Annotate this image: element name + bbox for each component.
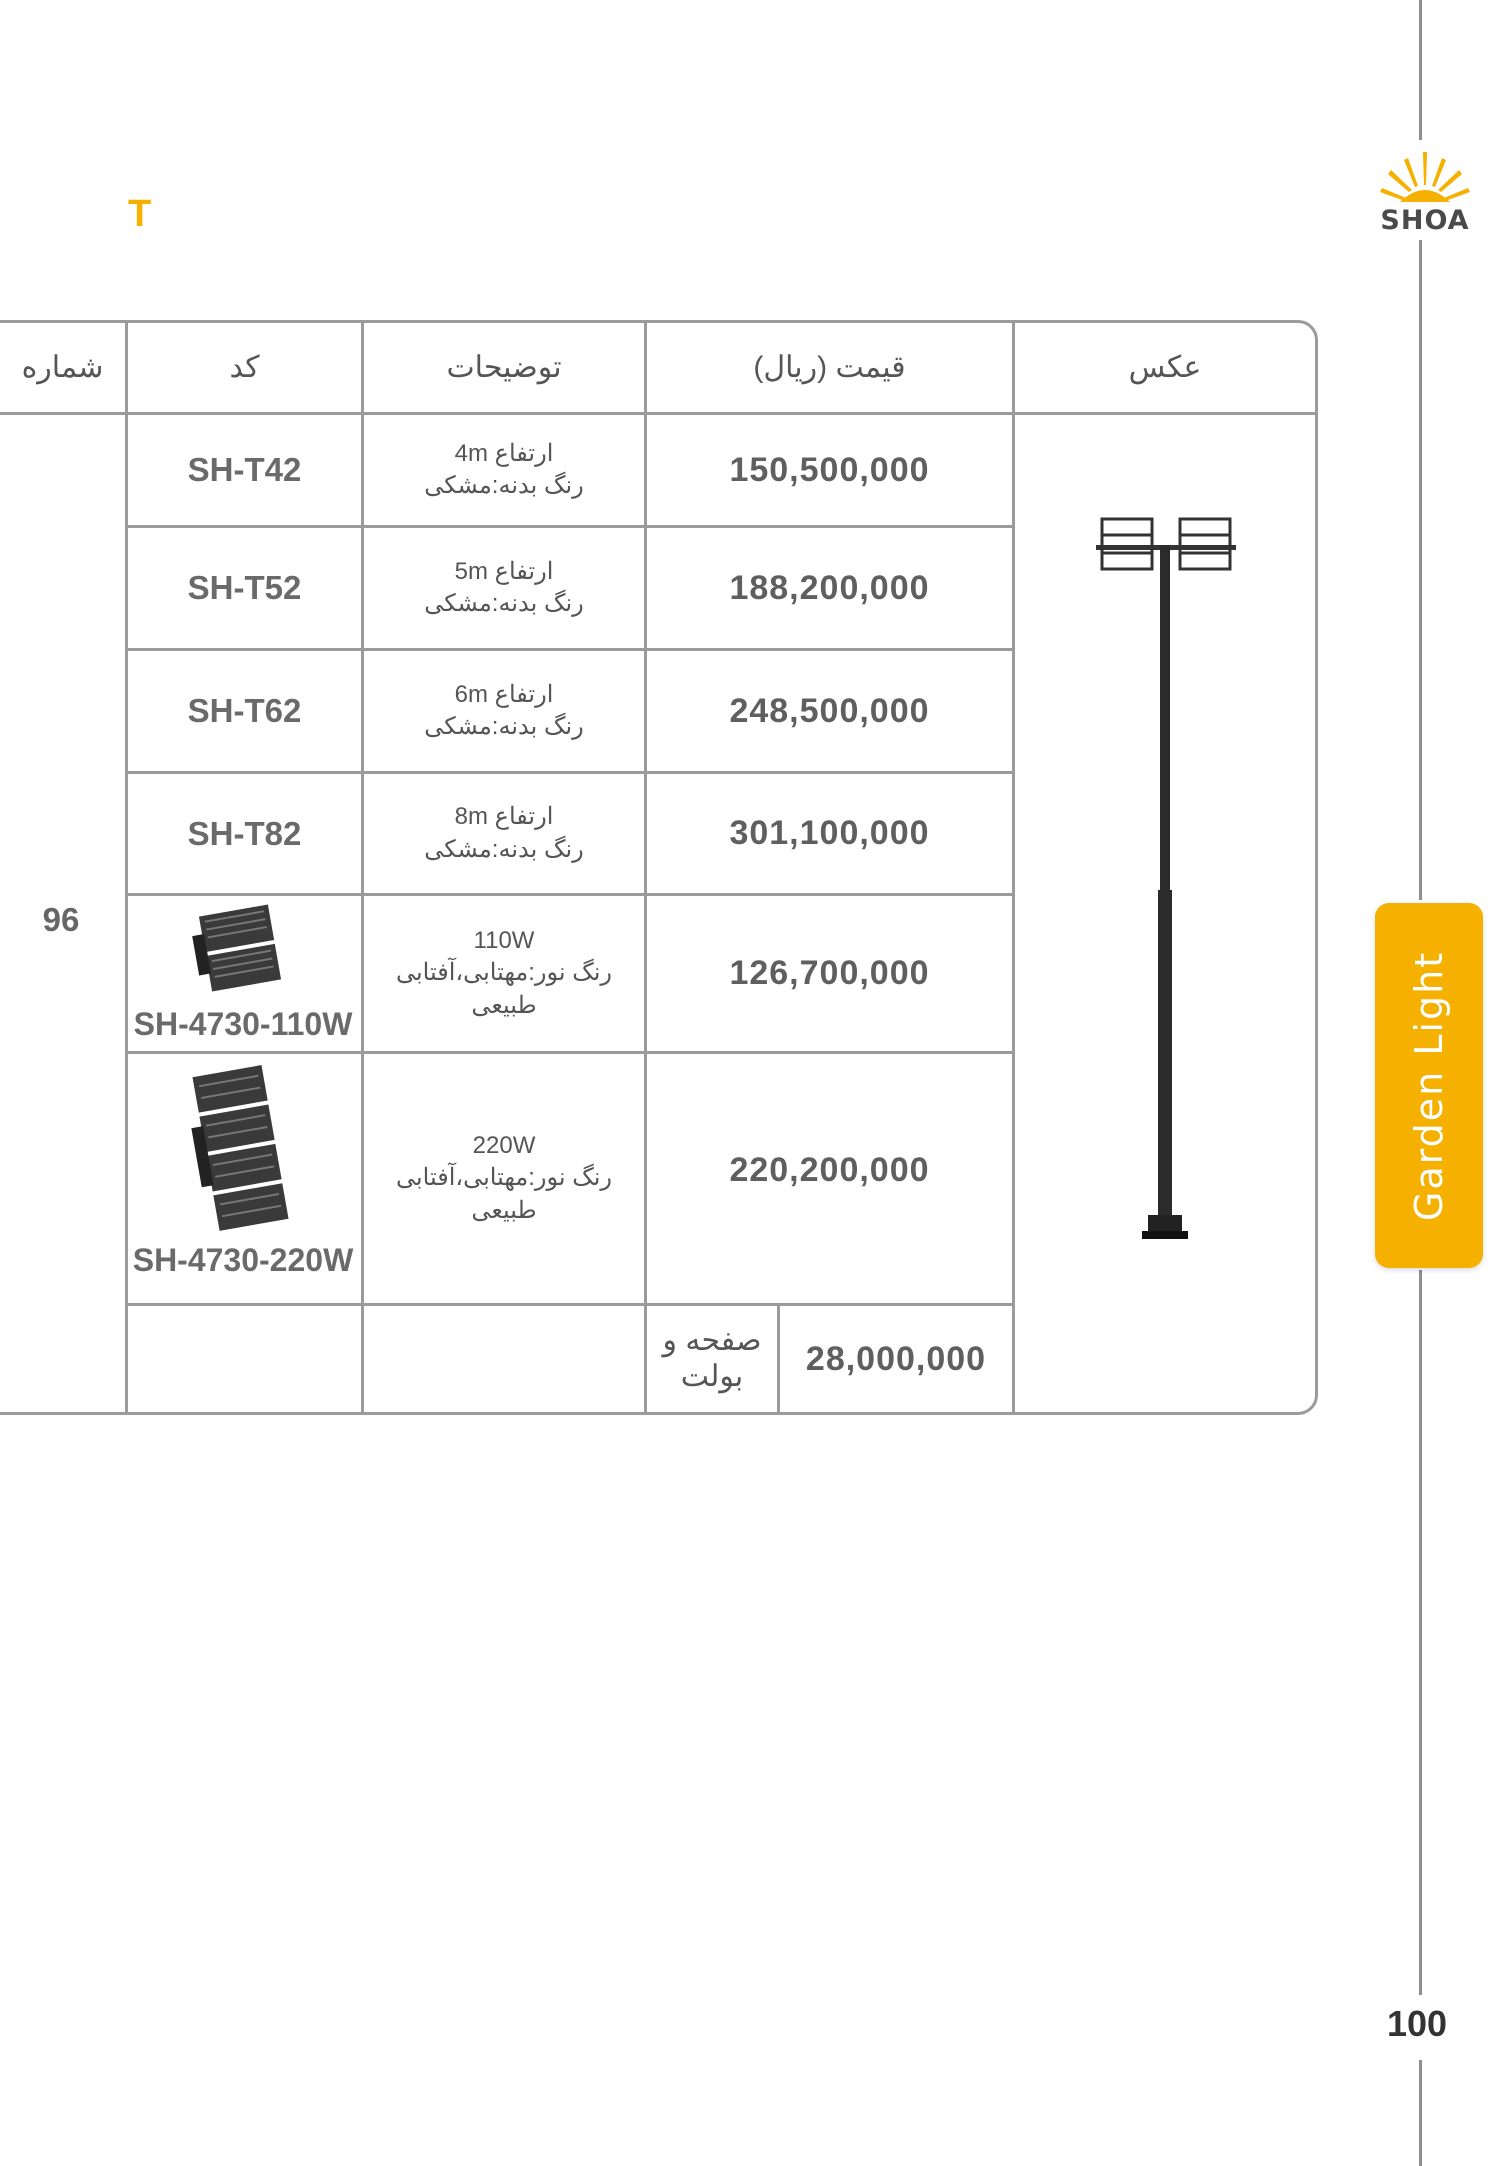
floodlight-110w-image: [180, 898, 300, 998]
product-code: SH-4730-110W: [133, 1005, 353, 1042]
header-description: توضیحات: [446, 351, 562, 384]
street-pole-image: [1080, 505, 1250, 1265]
product-description: [364, 528, 644, 648]
product-price: 220,200,000: [729, 1150, 930, 1189]
product-price: 248,500,000: [729, 691, 930, 730]
desc-line: ارتفاع 4m: [454, 439, 554, 467]
desc-line: ارتفاع 6m: [454, 680, 554, 708]
series-letter: T: [128, 193, 152, 235]
base-plate-label: صفحه و بولت: [662, 1324, 762, 1393]
product-price: 301,100,000: [729, 814, 930, 852]
product-code: SH-4730-220W: [132, 1241, 354, 1278]
header-photo: عکس: [1128, 351, 1202, 384]
header-code: کد: [229, 351, 260, 384]
product-code: SH-T82: [187, 814, 302, 852]
desc-line: طبیعی: [471, 1196, 537, 1224]
product-description: [364, 415, 644, 525]
desc-line: ارتفاع 5m: [454, 557, 554, 585]
product-description: [364, 774, 644, 893]
product-code: SH-T62: [187, 692, 302, 729]
column-divider: [1012, 320, 1015, 1415]
side-rule: [1419, 240, 1422, 900]
desc-line: رنگ بدنه:مشکی: [424, 590, 584, 617]
desc-line: ارتفاع 8m: [454, 803, 554, 831]
product-description: [364, 651, 644, 771]
product-description: [364, 1054, 644, 1303]
product-code: SH-T52: [187, 569, 302, 606]
section-tab-label: Garden Light: [1407, 950, 1451, 1221]
side-rule: [1419, 0, 1422, 140]
desc-line: 110W: [473, 926, 535, 954]
desc-line: رنگ بدنه:مشکی: [424, 472, 584, 499]
product-code: SH-T42: [187, 451, 302, 488]
floodlight-220w-image: [180, 1060, 300, 1235]
header-price: قیمت (ریال): [753, 351, 906, 384]
product-price: 188,200,000: [729, 568, 930, 607]
side-rule: [1419, 2060, 1422, 2166]
header-number: شماره: [21, 351, 104, 384]
base-plate-price: 28,000,000: [805, 1339, 987, 1378]
desc-line: رنگ نور:مهتابی،آفتابی: [395, 959, 613, 987]
product-description: [364, 896, 644, 1051]
product-price: 150,500,000: [729, 450, 930, 489]
side-rule: [1419, 1270, 1422, 1995]
desc-line: رنگ نور:مهتابی،آفتابی: [395, 1164, 613, 1192]
desc-line: رنگ بدنه:مشکی: [424, 835, 584, 863]
page-number: 100: [1387, 2003, 1448, 2044]
group-number: 96: [42, 901, 80, 938]
desc-line: رنگ بدنه:مشکی: [424, 713, 584, 740]
logo-wordmark: SHOA: [1380, 205, 1470, 236]
product-price: 126,700,000: [729, 954, 930, 992]
desc-line: طبیعی: [471, 991, 537, 1019]
section-tab[interactable]: [1375, 903, 1483, 1268]
desc-line: 220W: [472, 1131, 536, 1159]
